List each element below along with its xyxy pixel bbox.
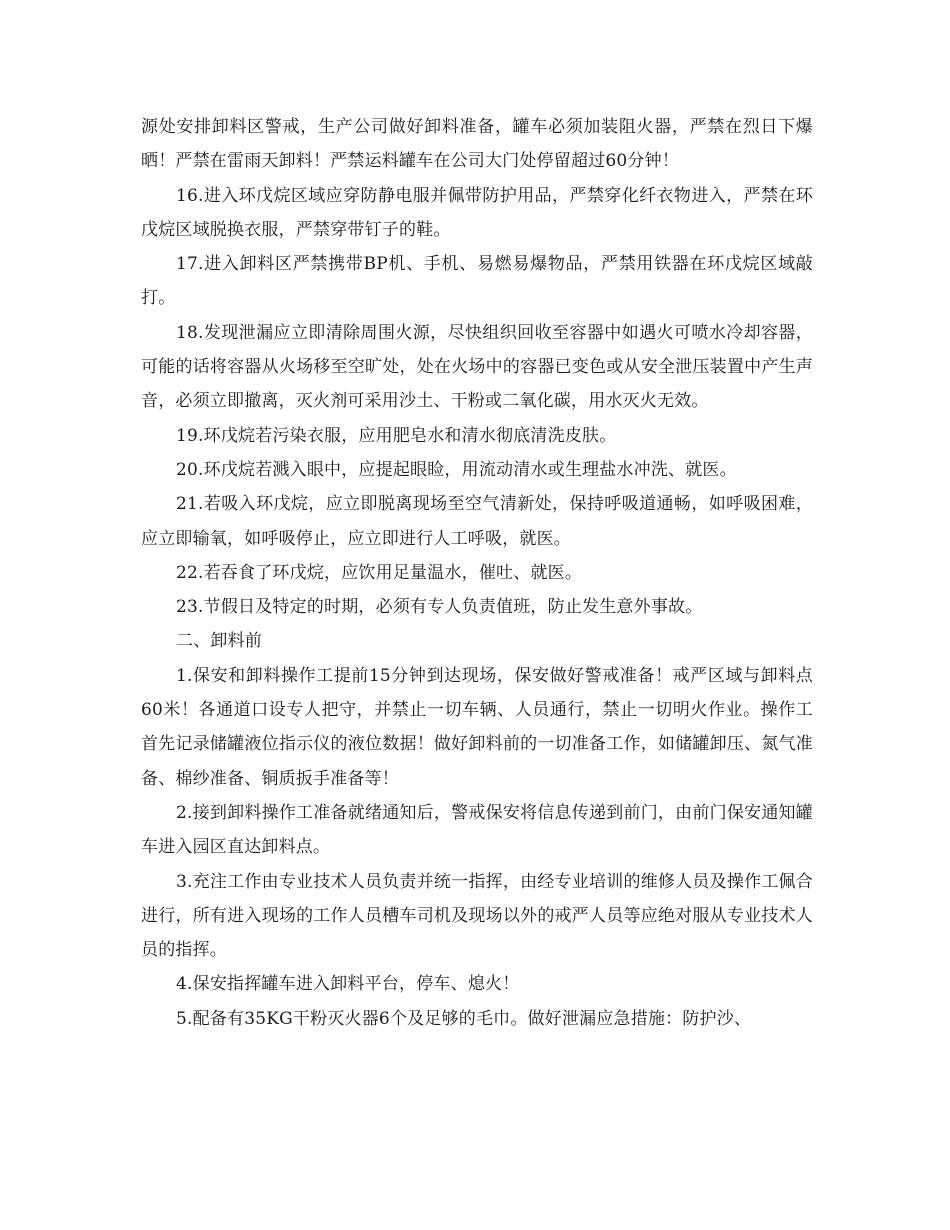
paragraph-step-1: 1.保安和卸料操作工提前15分钟到达现场，保安做好警戒准备！戒严区域与卸料点60米！各通道口设专人把守，并禁止一切车辆、人员通行，禁止一切明火作业。操作工首先记录储罐液位指示仪的液位数据！做好卸料前的一切准备工作，如储罐卸压、氮气准备、棉纱准备、铜质扳手准备等！ [141,665,813,789]
paragraph-step-4: 4.保安指挥罐车进入卸料平台，停车、熄火！ [176,974,520,995]
paragraph-item-16: 16.进入环戊烷区域应穿防静电服并佩带防护用品，严禁穿化纤衣物进入，严禁在环戊烷区域脱换衣服，严禁穿带钉子的鞋。 [141,185,813,240]
paragraph-step-2: 2.接到卸料操作工准备就绪通知后，警戒保安将信息传递到前门，由前门保安通知罐车进入园区直达卸料点。 [141,802,813,858]
paragraph-continuation: 源处安排卸料区警戒，生产公司做好卸料准备，罐车必须加装阻火器，严禁在烈日下爆晒！严禁在雷雨天卸料！严禁运料罐车在公司大门处停留超过60分钟！ [141,117,813,172]
document-body [141,110,813,1036]
paragraph-item-21: 21.若吸入环戊烷，应立即脱离现场至空气清新处，保持呼吸道通畅，如呼吸困难，应立即输氧，如呼吸停止，应立即进行人工呼吸，就医。 [141,494,813,549]
paragraph-item-20: 20.环戊烷若溅入眼中，应提起眼睑，用流动清水或生理盐水冲洗、就医。 [176,459,737,480]
paragraph-item-17: 17.进入卸料区严禁携带BP机、手机、易燃易爆物品，严禁用铁器在环戊烷区域敲打。 [141,254,813,309]
paragraph-item-19: 19.环戊烷若污染衣服，应用肥皂水和清水彻底清洗皮肤。 [176,425,617,446]
paragraph-item-18: 18.发现泄漏应立即清除周围火源，尽快组织回收至容器中如遇火可喷水冷却容器，可能的话将容器从火场移至空旷处，处在火场中的容器已变色或从安全泄压装置中产生声音，必须立即撤离，灭火剂可采用沙土、干粉或二氧化碳，用水灭火无效。 [141,322,813,412]
paragraph-step-5: 5.配备有35KG干粉灭火器6个及足够的毛巾。做好泄漏应急措施：防护沙、 [176,1008,752,1029]
paragraph-item-23: 23.节假日及特定的时期，必须有专人负责值班，防止发生意外事故。 [176,597,703,618]
paragraph-item-22: 22.若吞食了环戊烷，应饮用足量温水，催吐、就医。 [176,562,583,583]
paragraph-step-3: 3.充注工作由专业技术人员负责并统一指挥，由经专业培训的维修人员及操作工佩合进行，所有进入现场的工作人员槽车司机及现场以外的戒严人员等应绝对服从专业技术人员的指挥。 [141,871,813,961]
section-heading: 二、卸料前 [176,631,262,652]
